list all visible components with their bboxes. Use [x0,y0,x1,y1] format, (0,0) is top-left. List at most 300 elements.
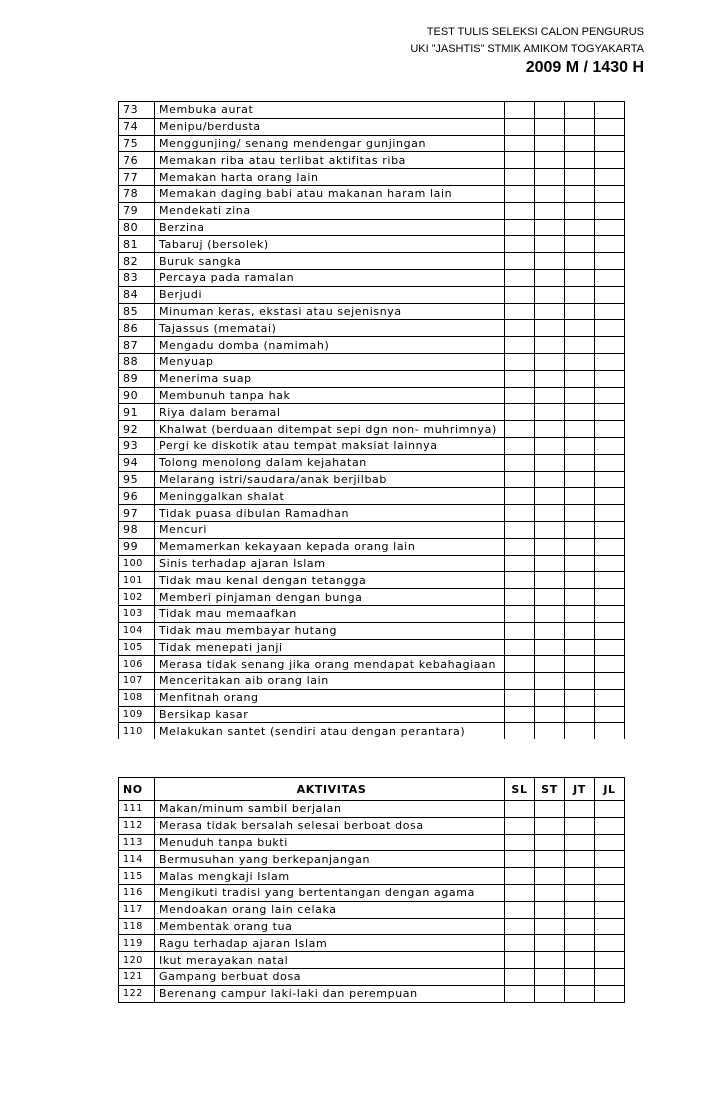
answer-box-st[interactable] [535,589,565,606]
answer-box-jl[interactable] [595,404,625,421]
row-number: 112 [119,817,155,834]
answer-box-jt[interactable] [565,135,595,152]
answer-box-jt[interactable] [565,202,595,219]
row-number: 78 [119,185,155,202]
answer-box-st[interactable] [535,706,565,723]
answer-box-sl[interactable] [505,555,535,572]
answer-box-jt[interactable] [565,236,595,253]
answer-box-sl[interactable] [505,421,535,438]
activity-text: Tabaruj (bersolek) [155,236,505,253]
activity-text: Membuka aurat [155,102,505,119]
answer-box-sl[interactable] [505,135,535,152]
answer-box-st[interactable] [535,555,565,572]
answer-box-jl[interactable] [595,303,625,320]
table-row [119,834,625,851]
answer-box-jt[interactable] [565,421,595,438]
answer-box-sl[interactable] [505,572,535,589]
row-number: 74 [119,118,155,135]
table-row [119,555,625,572]
answer-box-jt[interactable] [565,521,595,538]
answer-box-jl[interactable] [595,169,625,186]
activity-text: Sinis terhadap ajaran Islam [155,555,505,572]
answer-box-jt[interactable] [565,656,595,673]
answer-box-st[interactable] [535,303,565,320]
answer-box-jl[interactable] [595,673,625,690]
row-number: 86 [119,320,155,337]
row-number: 122 [119,985,155,1002]
row-number: 107 [119,673,155,690]
row-number: 84 [119,286,155,303]
answer-box-jt[interactable] [565,437,595,454]
answer-box-jt[interactable] [565,689,595,706]
answer-box-jl[interactable] [595,689,625,706]
answer-box-st[interactable] [535,370,565,387]
answer-box-jl[interactable] [595,118,625,135]
answer-box-sl[interactable] [505,868,535,885]
answer-box-st[interactable] [535,269,565,286]
answer-box-st[interactable] [535,387,565,404]
answer-box-jl[interactable] [595,817,625,834]
activity-text: Menerima suap [155,370,505,387]
answer-box-jt[interactable] [565,269,595,286]
answer-box-st[interactable] [535,689,565,706]
answer-box-jt[interactable] [565,868,595,885]
answer-box-jt[interactable] [565,985,595,1002]
answer-box-jl[interactable] [595,901,625,918]
answer-box-jl[interactable] [595,801,625,818]
table-row [119,656,625,673]
answer-box-jt[interactable] [565,337,595,354]
activity-text: Mengikuti tradisi yang bertentangan dengan agama [155,884,505,901]
answer-box-jt[interactable] [565,320,595,337]
answer-box-jt[interactable] [565,303,595,320]
answer-box-sl[interactable] [505,605,535,622]
activity-text: Tidak mau memaafkan [155,605,505,622]
answer-box-sl[interactable] [505,169,535,186]
answer-box-sl[interactable] [505,639,535,656]
answer-box-st[interactable] [535,572,565,589]
activity-text: Ikut merayakan natal [155,952,505,969]
answer-box-st[interactable] [535,935,565,952]
answer-box-st[interactable] [535,521,565,538]
answer-box-st[interactable] [535,801,565,818]
answer-box-jl[interactable] [595,723,625,739]
answer-box-jt[interactable] [565,102,595,119]
answer-box-st[interactable] [535,353,565,370]
answer-box-jt[interactable] [565,817,595,834]
answer-box-jt[interactable] [565,454,595,471]
column-header-jt: JT [565,778,595,801]
activity-text: Tidak menepati janji [155,639,505,656]
answer-box-jt[interactable] [565,488,595,505]
answer-box-st[interactable] [535,236,565,253]
answer-box-st[interactable] [535,639,565,656]
answer-box-st[interactable] [535,471,565,488]
row-number: 82 [119,253,155,270]
answer-box-jt[interactable] [565,404,595,421]
row-number: 88 [119,353,155,370]
answer-box-jl[interactable] [595,337,625,354]
answer-box-sl[interactable] [505,387,535,404]
answer-box-jt[interactable] [565,723,595,739]
answer-box-jt[interactable] [565,572,595,589]
answer-box-sl[interactable] [505,968,535,985]
answer-box-sl[interactable] [505,952,535,969]
row-number: 117 [119,901,155,918]
table-row [119,471,625,488]
row-number: 95 [119,471,155,488]
answer-box-st[interactable] [535,505,565,522]
answer-box-st[interactable] [535,135,565,152]
row-number: 81 [119,236,155,253]
answer-box-jl[interactable] [595,521,625,538]
answer-box-jt[interactable] [565,918,595,935]
row-number: 90 [119,387,155,404]
answer-box-st[interactable] [535,152,565,169]
table-row [119,253,625,270]
answer-box-sl[interactable] [505,488,535,505]
answer-box-jl[interactable] [595,706,625,723]
activity-text: Tajassus (mematai) [155,320,505,337]
answer-box-jl[interactable] [595,639,625,656]
header-year: 2009 M / 1430 H [525,59,644,76]
activity-text: Memakan daging babi atau makanan haram lain [155,185,505,202]
answer-box-jt[interactable] [565,605,595,622]
activity-text: Khalwat (berduaan ditempat sepi dgn non- muhrimnya) [155,421,505,438]
answer-box-sl[interactable] [505,706,535,723]
answer-box-jt[interactable] [565,538,595,555]
answer-box-jt[interactable] [565,639,595,656]
row-number: 76 [119,152,155,169]
answer-box-jt[interactable] [565,505,595,522]
answer-box-sl[interactable] [505,269,535,286]
answer-box-jl[interactable] [595,286,625,303]
answer-box-st[interactable] [535,968,565,985]
answer-box-st[interactable] [535,404,565,421]
column-header-jl: JL [595,778,625,801]
activity-text: Percaya pada ramalan [155,269,505,286]
answer-box-jl[interactable] [595,152,625,169]
answer-box-jl[interactable] [595,952,625,969]
answer-box-jt[interactable] [565,169,595,186]
row-number: 115 [119,868,155,885]
answer-box-sl[interactable] [505,202,535,219]
column-header-no: NO [119,778,155,801]
answer-box-jt[interactable] [565,387,595,404]
activity-text: Mencuri [155,521,505,538]
answer-box-sl[interactable] [505,454,535,471]
answer-box-sl[interactable] [505,689,535,706]
answer-box-jl[interactable] [595,454,625,471]
answer-box-jt[interactable] [565,706,595,723]
answer-box-jt[interactable] [565,935,595,952]
answer-box-jt[interactable] [565,219,595,236]
answer-box-st[interactable] [535,656,565,673]
table-row [119,353,625,370]
answer-box-st[interactable] [535,723,565,739]
header-title: TEST TULIS SELEKSI CALON PENGURUS [426,26,644,38]
answer-box-sl[interactable] [505,404,535,421]
header-organization: UKI ”JASHTIS” STMIK AMIKOM TOGYAKARTA [410,43,644,55]
answer-box-st[interactable] [535,901,565,918]
activity-text: Menceritakan aib orang lain [155,673,505,690]
answer-box-st[interactable] [535,952,565,969]
answer-box-jt[interactable] [565,471,595,488]
row-number: 98 [119,521,155,538]
answer-box-jt[interactable] [565,555,595,572]
answer-box-sl[interactable] [505,985,535,1002]
row-number: 97 [119,505,155,522]
answer-box-jt[interactable] [565,834,595,851]
answer-box-st[interactable] [535,538,565,555]
answer-box-st[interactable] [535,202,565,219]
answer-box-jl[interactable] [595,370,625,387]
answer-box-st[interactable] [535,868,565,885]
table-row [119,454,625,471]
answer-box-sl[interactable] [505,437,535,454]
answer-box-sl[interactable] [505,185,535,202]
row-number: 85 [119,303,155,320]
answer-box-sl[interactable] [505,505,535,522]
answer-box-sl[interactable] [505,370,535,387]
activity-text: Menfitnah orang [155,689,505,706]
table-row [119,286,625,303]
answer-box-jt[interactable] [565,353,595,370]
column-header-aktivitas: AKTIVITAS [155,778,505,801]
answer-box-sl[interactable] [505,286,535,303]
answer-box-jl[interactable] [595,884,625,901]
answer-box-jt[interactable] [565,589,595,606]
answer-box-jl[interactable] [595,471,625,488]
row-number: 105 [119,639,155,656]
activity-text: Buruk sangka [155,253,505,270]
answer-box-jl[interactable] [595,253,625,270]
answer-box-jt[interactable] [565,152,595,169]
activity-text: Menuduh tanpa bukti [155,834,505,851]
answer-box-st[interactable] [535,118,565,135]
table-row [119,952,625,969]
answer-box-jt[interactable] [565,901,595,918]
answer-box-sl[interactable] [505,918,535,935]
answer-box-st[interactable] [535,337,565,354]
answer-box-jl[interactable] [595,834,625,851]
answer-box-sl[interactable] [505,589,535,606]
answer-box-sl[interactable] [505,801,535,818]
answer-box-jl[interactable] [595,851,625,868]
answer-box-jl[interactable] [595,868,625,885]
answer-box-st[interactable] [535,454,565,471]
answer-box-jl[interactable] [595,219,625,236]
table-row [119,801,625,818]
answer-box-jl[interactable] [595,387,625,404]
row-number: 96 [119,488,155,505]
answer-box-sl[interactable] [505,253,535,270]
answer-box-sl[interactable] [505,102,535,119]
answer-box-st[interactable] [535,437,565,454]
table-row [119,935,625,952]
answer-box-sl[interactable] [505,622,535,639]
row-number: 118 [119,918,155,935]
answer-box-st[interactable] [535,185,565,202]
answer-box-jt[interactable] [565,968,595,985]
answer-box-jl[interactable] [595,656,625,673]
answer-box-jl[interactable] [595,135,625,152]
answer-box-jl[interactable] [595,589,625,606]
answer-box-st[interactable] [535,421,565,438]
table-row [119,236,625,253]
row-number: 94 [119,454,155,471]
answer-box-sl[interactable] [505,219,535,236]
table-row [119,538,625,555]
activity-text: Gampang berbuat dosa [155,968,505,985]
answer-box-st[interactable] [535,673,565,690]
answer-box-sl[interactable] [505,521,535,538]
table-row [119,152,625,169]
answer-box-sl[interactable] [505,152,535,169]
answer-box-jl[interactable] [595,555,625,572]
answer-box-st[interactable] [535,219,565,236]
answer-box-jl[interactable] [595,985,625,1002]
answer-box-sl[interactable] [505,538,535,555]
activity-text: Membentak orang tua [155,918,505,935]
answer-box-sl[interactable] [505,817,535,834]
answer-box-sl[interactable] [505,320,535,337]
activity-text: Melarang istri/saudara/anak berjilbab [155,471,505,488]
answer-box-jt[interactable] [565,851,595,868]
answer-box-jl[interactable] [595,918,625,935]
answer-box-jl[interactable] [595,622,625,639]
table-row [119,488,625,505]
answer-box-st[interactable] [535,320,565,337]
table-row [119,219,625,236]
row-number: 110 [119,723,155,739]
answer-box-st[interactable] [535,884,565,901]
activity-table [118,777,625,1003]
answer-box-jl[interactable] [595,353,625,370]
answer-box-jl[interactable] [595,505,625,522]
table-row [119,817,625,834]
answer-box-jl[interactable] [595,102,625,119]
answer-box-jt[interactable] [565,673,595,690]
answer-box-sl[interactable] [505,656,535,673]
activity-text: Memberi pinjaman dengan bunga [155,589,505,606]
answer-box-sl[interactable] [505,353,535,370]
table-row [119,185,625,202]
answer-box-jt[interactable] [565,118,595,135]
activity-text: Meninggalkan shalat [155,488,505,505]
table-row [119,521,625,538]
answer-box-st[interactable] [535,286,565,303]
answer-box-st[interactable] [535,605,565,622]
answer-box-st[interactable] [535,817,565,834]
table-row [119,723,625,739]
answer-box-sl[interactable] [505,471,535,488]
answer-box-sl[interactable] [505,901,535,918]
table-row [119,673,625,690]
activity-text: Berenang campur laki-laki dan perempuan [155,985,505,1002]
answer-box-jl[interactable] [595,572,625,589]
table-row [119,387,625,404]
column-header-sl: SL [505,778,535,801]
answer-box-jl[interactable] [595,605,625,622]
answer-box-jt[interactable] [565,185,595,202]
answer-box-st[interactable] [535,834,565,851]
answer-box-jl[interactable] [595,538,625,555]
answer-box-sl[interactable] [505,935,535,952]
table-row [119,118,625,135]
answer-box-sl[interactable] [505,118,535,135]
row-number: 114 [119,851,155,868]
answer-box-jt[interactable] [565,952,595,969]
answer-box-st[interactable] [535,985,565,1002]
row-number: 119 [119,935,155,952]
answer-box-jt[interactable] [565,253,595,270]
answer-box-st[interactable] [535,918,565,935]
answer-box-st[interactable] [535,169,565,186]
table-row [119,985,625,1002]
table-header-row [119,778,625,801]
answer-box-sl[interactable] [505,236,535,253]
answer-box-jl[interactable] [595,236,625,253]
row-number: 103 [119,605,155,622]
answer-box-jl[interactable] [595,488,625,505]
answer-box-jt[interactable] [565,884,595,901]
answer-box-jl[interactable] [595,437,625,454]
row-number: 93 [119,437,155,454]
answer-box-st[interactable] [535,102,565,119]
answer-box-sl[interactable] [505,834,535,851]
table-row [119,404,625,421]
table-row [119,622,625,639]
answer-box-jl[interactable] [595,421,625,438]
table-row [119,901,625,918]
answer-box-st[interactable] [535,488,565,505]
answer-box-st[interactable] [535,851,565,868]
answer-box-sl[interactable] [505,337,535,354]
activity-text: Menggunjing/ senang mendengar gunjingan [155,135,505,152]
answer-box-jt[interactable] [565,801,595,818]
answer-box-jl[interactable] [595,320,625,337]
table-row [119,102,625,119]
answer-box-sl[interactable] [505,673,535,690]
row-number: 102 [119,589,155,606]
activity-text: Memakan harta orang lain [155,169,505,186]
row-number: 89 [119,370,155,387]
answer-box-sl[interactable] [505,884,535,901]
row-number: 92 [119,421,155,438]
answer-box-jt[interactable] [565,370,595,387]
answer-box-jl[interactable] [595,968,625,985]
table-row [119,884,625,901]
answer-box-sl[interactable] [505,303,535,320]
row-number: 99 [119,538,155,555]
answer-box-jt[interactable] [565,622,595,639]
answer-box-jl[interactable] [595,269,625,286]
answer-box-sl[interactable] [505,851,535,868]
activity-text: Tidak mau membayar hutang [155,622,505,639]
answer-box-jl[interactable] [595,935,625,952]
answer-box-jt[interactable] [565,286,595,303]
answer-box-jl[interactable] [595,202,625,219]
answer-box-st[interactable] [535,622,565,639]
answer-box-jl[interactable] [595,185,625,202]
row-number: 79 [119,202,155,219]
activity-text: Melakukan santet (sendiri atau dengan perantara) [155,723,505,739]
activity-text: Bersikap kasar [155,706,505,723]
answer-box-st[interactable] [535,253,565,270]
answer-box-sl[interactable] [505,723,535,739]
table-row [119,968,625,985]
